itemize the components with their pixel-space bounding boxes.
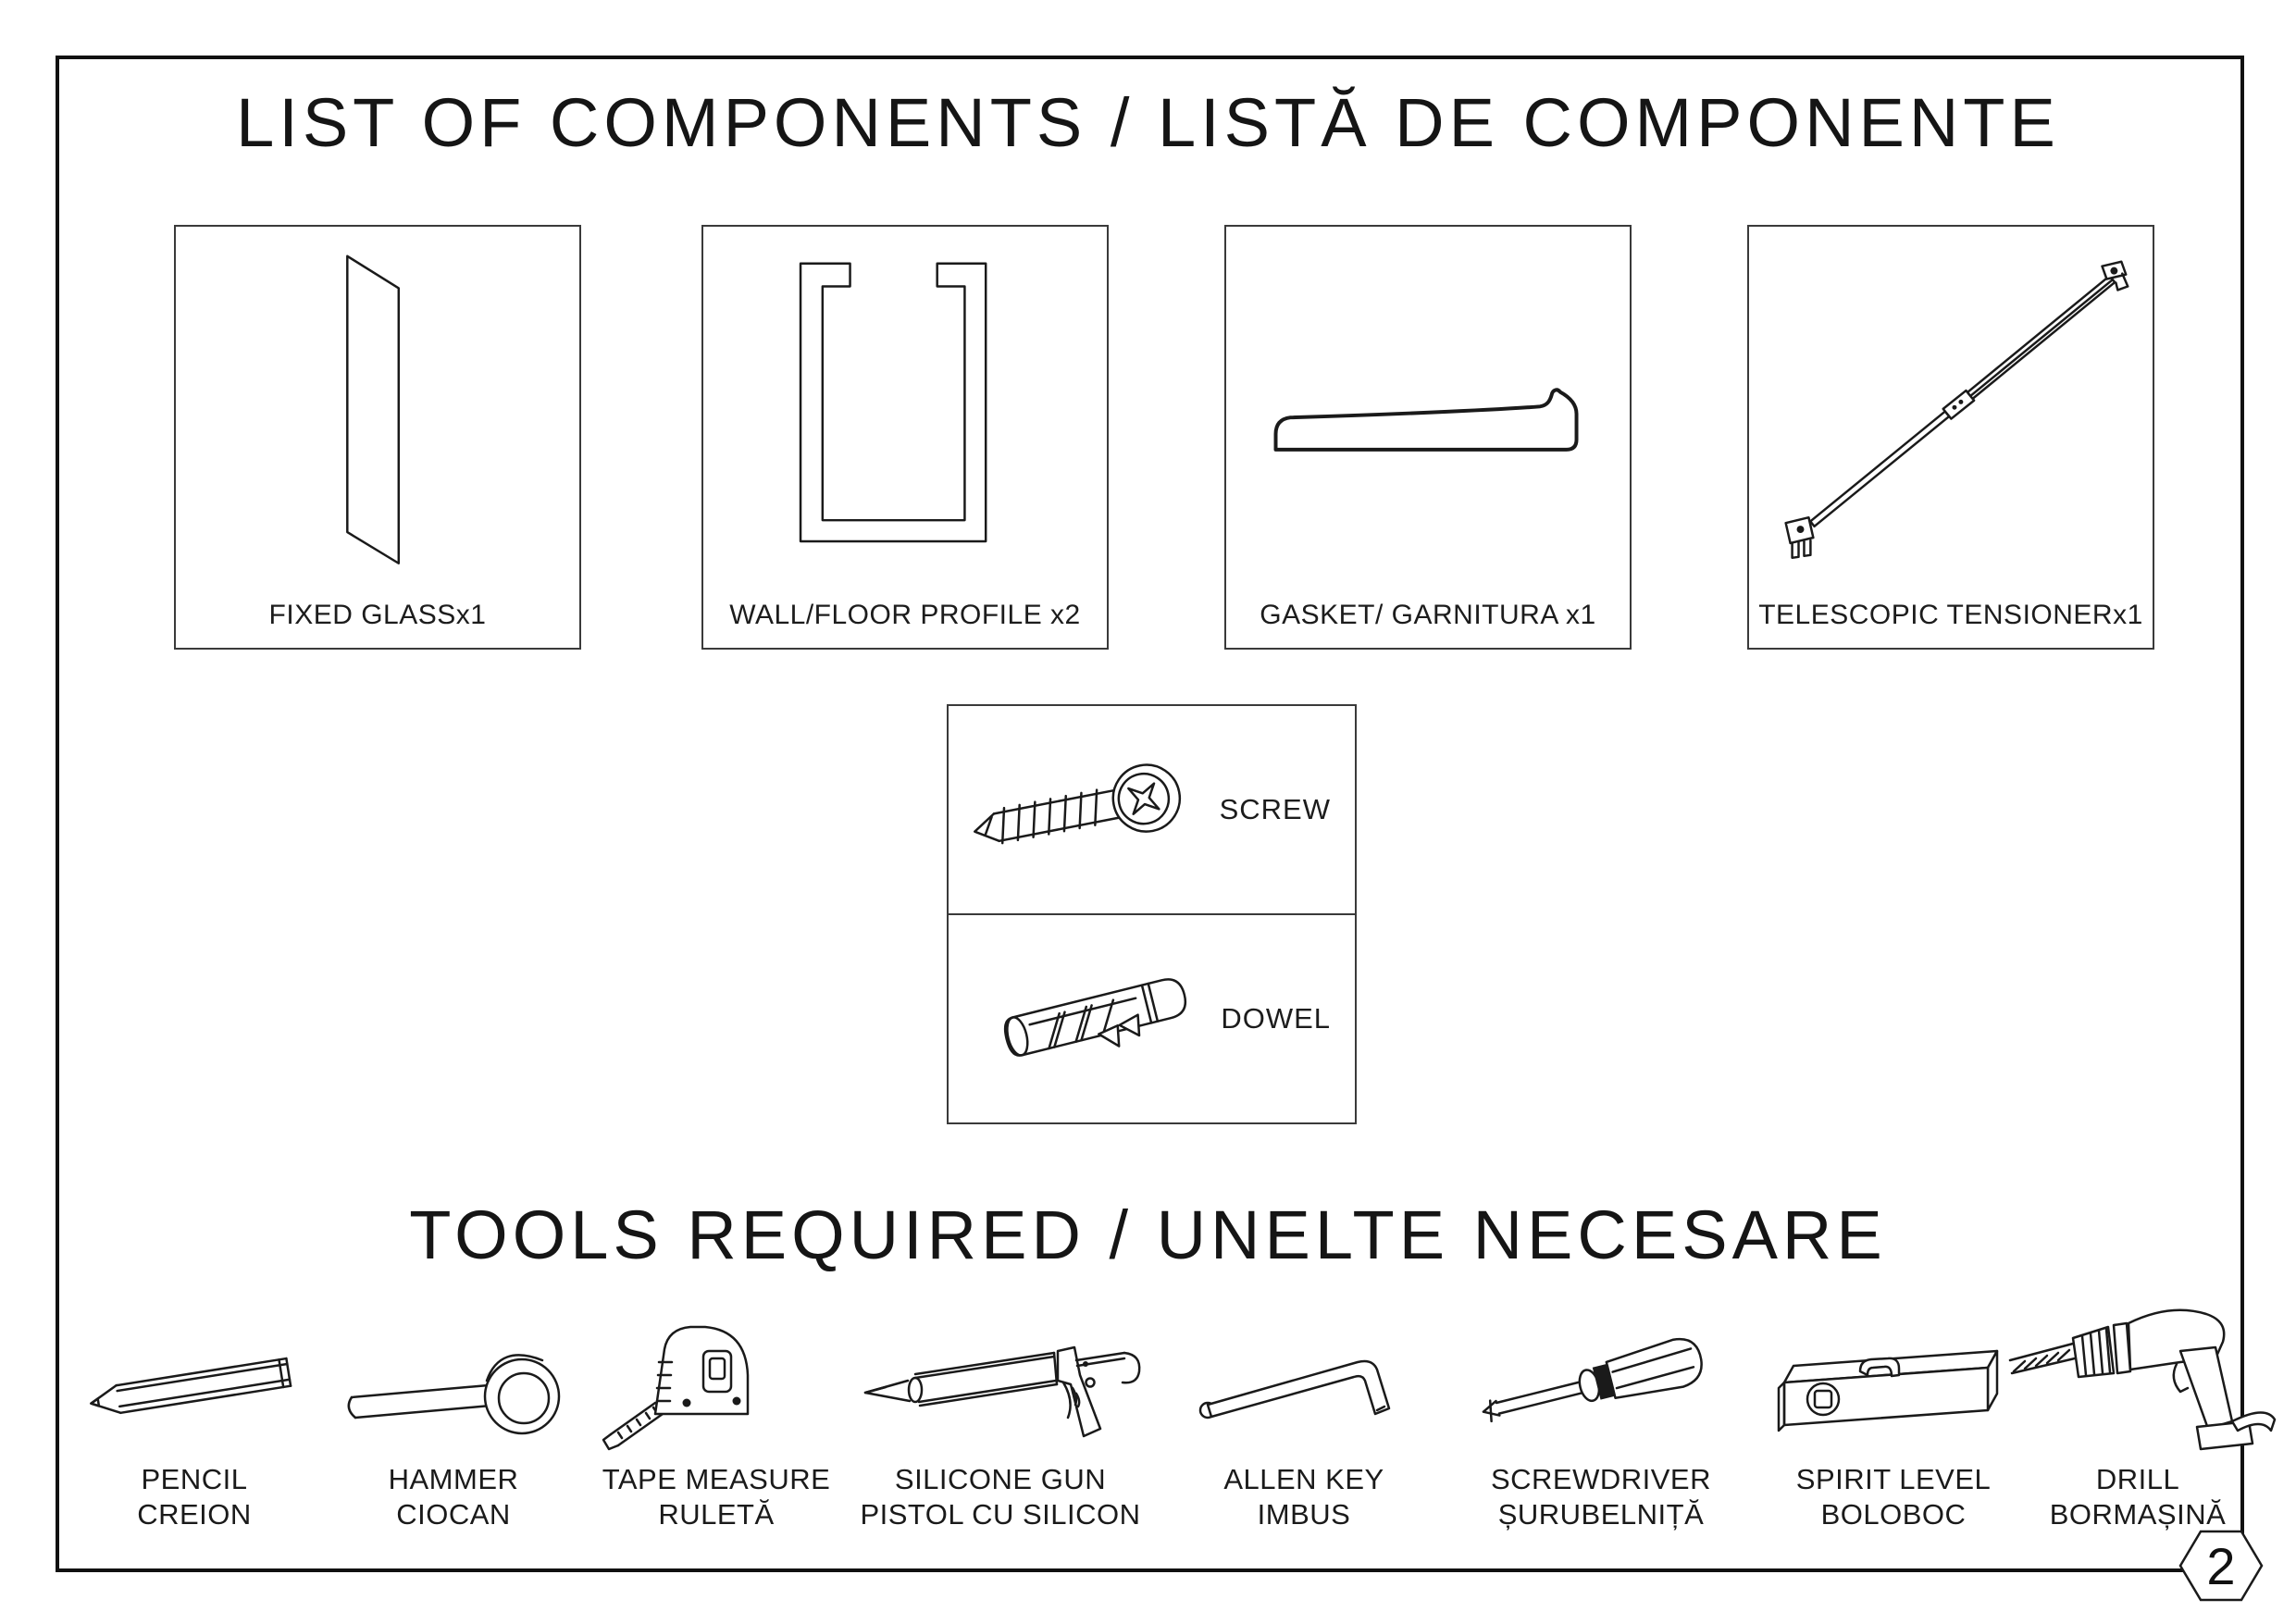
gasket-icon xyxy=(1226,227,1630,648)
component-label: WALL/FLOOR PROFILE x2 xyxy=(729,600,1081,630)
component-label: FIXED GLASSx1 xyxy=(268,600,487,630)
tool-spirit-level xyxy=(1755,1292,2032,1532)
component-label: GASKET/ GARNITURA x1 xyxy=(1260,600,1596,630)
drill-icon xyxy=(1999,1292,2277,1457)
component-box-gasket xyxy=(1224,225,1632,650)
fastener-cell-dowel xyxy=(949,915,1355,1122)
component-box-telescopic-tensioner xyxy=(1747,225,2154,650)
screwdriver-icon xyxy=(1462,1292,1740,1457)
allen-key-icon xyxy=(1184,1292,1424,1457)
fastener-label: DOWEL xyxy=(1221,1002,1331,1035)
spirit-level-icon xyxy=(1755,1292,2032,1457)
components-title: LIST OF COMPONENTS / LISTĂ DE COMPONENTE xyxy=(236,84,2060,161)
hammer-icon xyxy=(333,1292,574,1457)
tool-tape-measure xyxy=(587,1292,846,1532)
screw-icon xyxy=(958,706,1217,913)
pencil-icon xyxy=(74,1292,315,1457)
tool-label: SPIRIT LEVEL BOLOBOC xyxy=(1795,1463,1992,1531)
tool-screwdriver xyxy=(1462,1292,1740,1532)
tool-label: TAPE MEASURE RULETĂ xyxy=(602,1463,831,1531)
telescopic-tensioner-icon xyxy=(1749,227,2153,648)
fixed-glass-icon xyxy=(176,227,579,648)
wall-floor-profile-icon xyxy=(703,227,1107,648)
tool-label: PENCIL CREION xyxy=(137,1463,252,1531)
tape-measure-icon xyxy=(587,1292,846,1457)
tool-pencil xyxy=(74,1292,315,1532)
silicone-gun-icon xyxy=(843,1292,1158,1457)
fastener-label: SCREW xyxy=(1219,793,1331,825)
tool-label: HAMMER CIOCAN xyxy=(388,1463,519,1531)
tool-silicone-gun xyxy=(843,1292,1158,1532)
component-box-wall-floor-profile xyxy=(701,225,1109,650)
page-number-badge xyxy=(2178,1529,2264,1603)
component-label: TELESCOPIC TENSIONERx1 xyxy=(1758,600,2143,630)
tools-title: TOOLS REQUIRED / UNELTE NECESARE xyxy=(409,1196,1887,1273)
tool-label: ALLEN KEY IMBUS xyxy=(1223,1463,1384,1531)
tool-label: SCREWDRIVER ȘURUBELNIȚĂ xyxy=(1490,1463,1711,1531)
dowel-icon xyxy=(958,915,1217,1122)
tool-drill xyxy=(1999,1292,2277,1532)
page-number: 2 xyxy=(2206,1537,2236,1595)
fasteners-box xyxy=(947,704,1357,1124)
tool-label: DRILL BORMAȘINĂ xyxy=(2049,1463,2227,1531)
tool-label: SILICONE GUN PISTOL CU SILICON xyxy=(860,1463,1141,1531)
tool-hammer xyxy=(333,1292,574,1532)
component-box-fixed-glass xyxy=(174,225,581,650)
fastener-cell-screw xyxy=(949,706,1355,915)
tool-allen-key xyxy=(1184,1292,1424,1532)
